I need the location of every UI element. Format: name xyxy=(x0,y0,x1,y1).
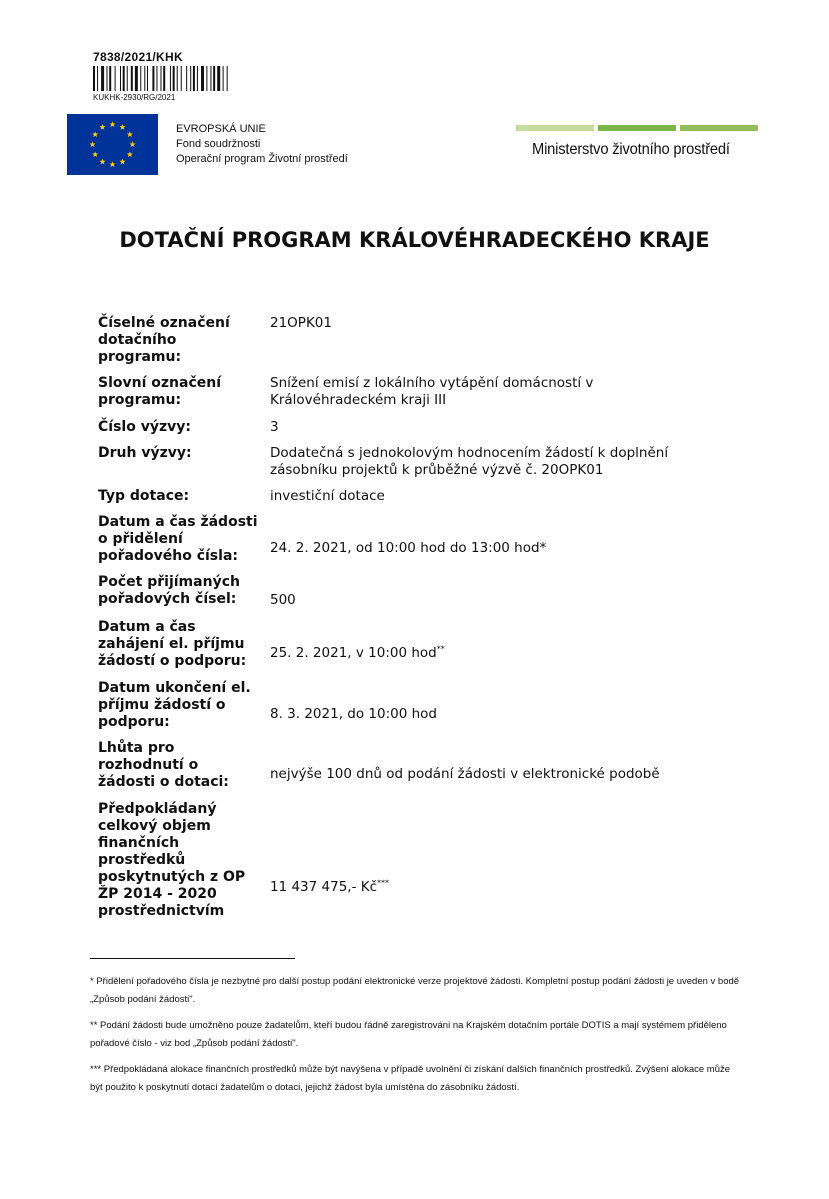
row-label: Číslo výzvy: xyxy=(98,419,191,435)
row-label: Předpokládaný celkový objem finančních prostředků poskytnutých z OP ŽP 2014 - 2020 prostřednictvím xyxy=(98,801,246,919)
row-label: Počet přijímaných pořadových čísel: xyxy=(98,574,240,607)
row-value: 21OPK01 xyxy=(270,315,332,331)
page-title: DOTAČNÍ PROGRAM KRÁLOVÉHRADECKÉHO KRAJE xyxy=(119,228,710,252)
row-value: Dodatečná s jednokolovým hodnocením žádostí k doplnění zásobníku projektů k průběžné výzvě č. 20OPK01 xyxy=(270,445,669,478)
row-value: nejvýše 100 dnů od podání žádosti v elektronické podobě xyxy=(270,766,660,782)
footnote-marker: *** xyxy=(377,878,390,888)
ministry-bar-dark xyxy=(680,125,758,131)
document-reference: 7838/2021/KHK xyxy=(93,50,183,64)
row-label: Lhůta pro rozhodnutí o žádosti o dotaci: xyxy=(98,740,229,790)
row-value: 8. 3. 2021, do 10:00 hod xyxy=(270,706,437,722)
barcode xyxy=(93,66,283,91)
eu-flag-icon xyxy=(67,114,158,175)
row-value: Snížení emisí z lokálního vytápění domácností v Královéhradeckém kraji III xyxy=(270,375,594,408)
row-value: 3 xyxy=(270,419,279,435)
row-value: 24. 2. 2021, od 10:00 hod do 13:00 hod* xyxy=(270,540,547,556)
row-label: Druh výzvy: xyxy=(98,445,192,461)
row-value-text: 25. 2. 2021, v 10:00 hod xyxy=(270,645,437,661)
ministry-bar-mid xyxy=(598,125,676,131)
row-label: Datum ukončení el. příjmu žádostí o podporu: xyxy=(98,680,251,730)
footnote-marker: ** xyxy=(436,644,445,654)
row-value xyxy=(270,879,730,896)
eu-line-fund: Fond soudržnosti xyxy=(176,138,261,150)
ministry-name: Ministerstvo životního prostředí xyxy=(532,141,730,158)
barcode-number: KUKHK-2930/RG/2021 xyxy=(93,93,176,102)
footnote-1: * Přidělení pořadového čísla je nezbytné pro další postup podání elektronické verze projektové žádosti. Kompletní postup podání žádosti je uveden v bodě „Způsob podání žádosti". xyxy=(90,976,740,1005)
row-value: investiční dotace xyxy=(270,488,385,504)
row-label: Číselné označení dotačního programu: xyxy=(98,315,230,365)
row-label: Typ dotace: xyxy=(98,488,190,504)
footnote-2: ** Podání žádosti bude umožněno pouze žadatelům, kteří budou řádně zaregistrováni na Krajském dotačním portále DOTIS a mají systémem přiděleno pořadové číslo - viz bod „Způsob podání žádosti". xyxy=(90,1020,727,1049)
row-value xyxy=(270,645,730,662)
eu-line-program: Operační program Životní prostředí xyxy=(176,153,348,165)
footnote-divider xyxy=(90,958,295,959)
footnote-3: *** Předpokládaná alokace finančních prostředků může být navýšena v případě uvolnění či získání dalších finančních prostředků. Zvýšení alokace může být použito k poskytnutí dotací žadatelům o dotaci, jejichž žádost byla umístěna do zásobníku žádostí. xyxy=(90,1064,731,1093)
eu-line-union: EVROPSKÁ UNIE xyxy=(176,123,266,135)
row-value-text: 11 437 475,- Kč xyxy=(270,879,378,895)
row-value: 500 xyxy=(270,592,296,608)
ministry-bar-light xyxy=(516,125,594,131)
eu-text-block xyxy=(176,122,348,167)
row-label: Datum a čas žádosti o přidělení pořadového čísla: xyxy=(98,514,258,564)
row-label: Datum a čas zahájení el. příjmu žádostí o podporu: xyxy=(98,619,247,669)
row-label: Slovní označení programu: xyxy=(98,375,222,408)
